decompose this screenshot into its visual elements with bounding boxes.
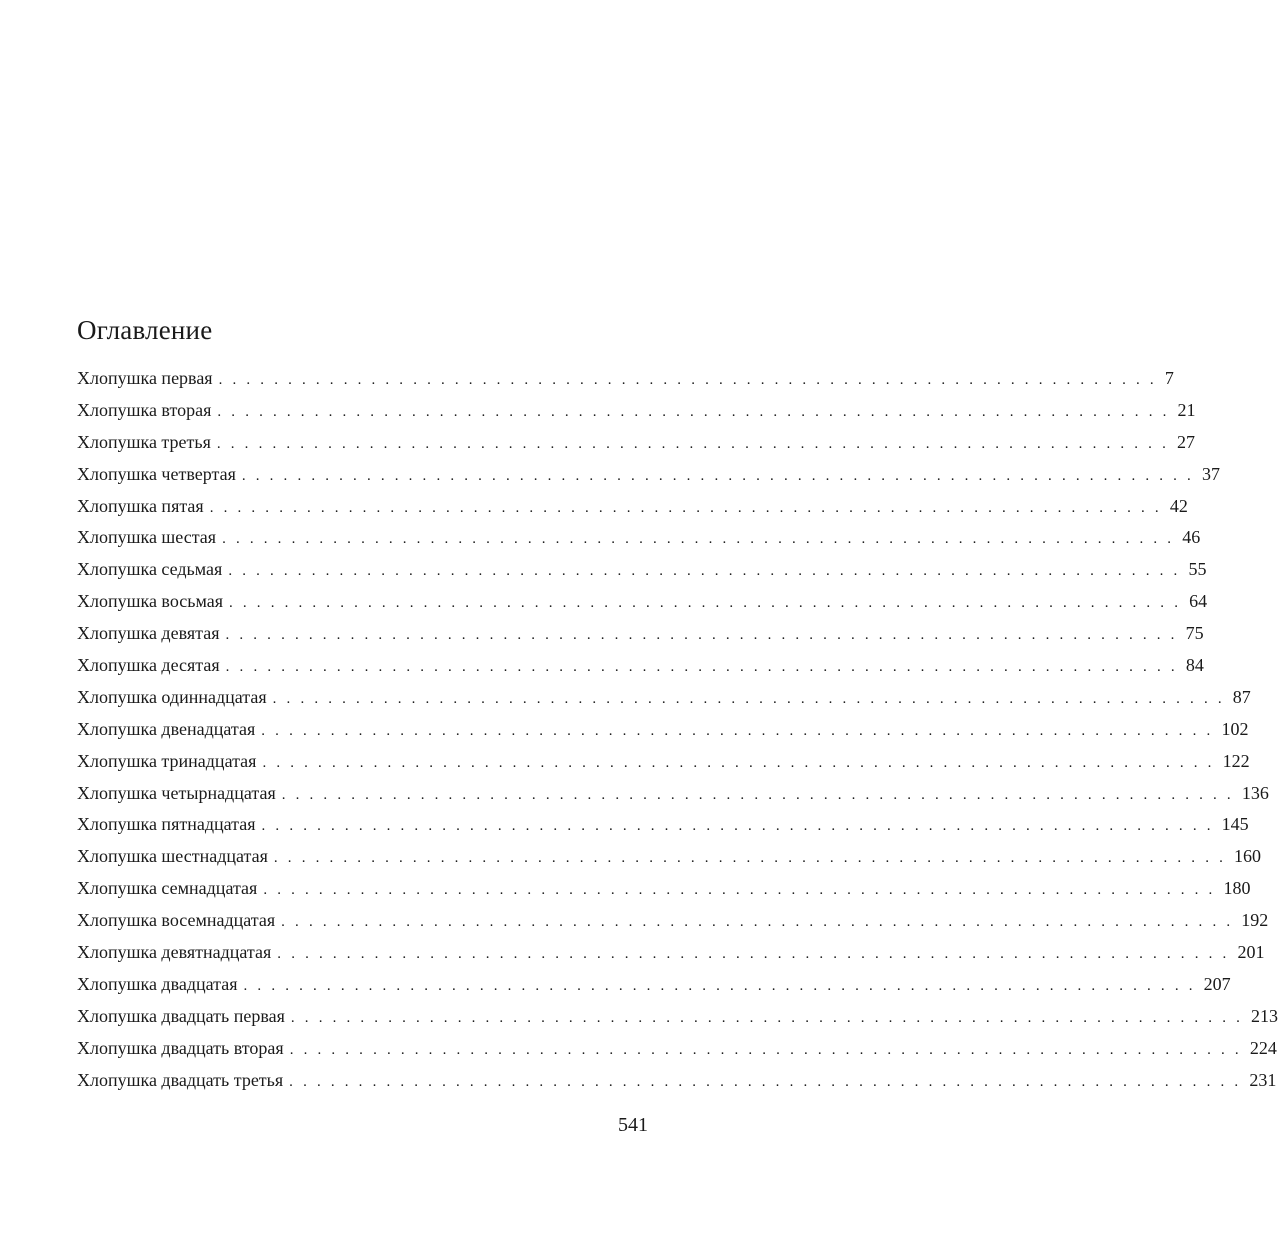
toc-entry	[77, 748, 1250, 780]
toc-dot-leader: . . . . . . . . . . . . . . . . . . . . . . . . . . . . . . . . . . . . . . . . . . . . . . . . . . . . . . . . . . . . . . . . . . . . .	[289, 1041, 1242, 1058]
toc-entry-label: Хлопушка вторая	[77, 399, 212, 420]
toc-dot-leader: . . . . . . . . . . . . . . . . . . . . . . . . . . . . . . . . . . . . . . . . . . . . . . . . . . . . . . . . . . . . . . . . . . . . .	[261, 818, 1214, 835]
toc-entry-page: 192	[1241, 910, 1269, 931]
toc-dot-leader: . . . . . . . . . . . . . . . . . . . . . . . . . . . . . . . . . . . . . . . . . . . . . . . . . . . . . . . . . . . . . . . . . . . . .	[273, 850, 1227, 867]
toc-entry	[77, 588, 1208, 620]
toc-entry-page: 145	[1221, 814, 1249, 835]
toc-entry	[77, 1003, 1278, 1035]
toc-entry-page: 64	[1189, 591, 1208, 612]
toc-dot-leader: . . . . . . . . . . . . . . . . . . . . . . . . . . . . . . . . . . . . . . . . . . . . . . . . . . . . . . . . . . . . . . . . . . . . .	[216, 435, 1170, 452]
toc-entry-page: 42	[1169, 495, 1188, 516]
toc-entry	[77, 843, 1262, 875]
toc-entry-page: 201	[1237, 942, 1265, 963]
toc-entry-label: Хлопушка девятая	[77, 623, 220, 644]
toc-entry-label: Хлопушка двенадцатая	[77, 718, 256, 739]
toc-dot-leader: . . . . . . . . . . . . . . . . . . . . . . . . . . . . . . . . . . . . . . . . . . . . . . . . . . . . . . . . . . . . . . . . . . . . .	[289, 1073, 1242, 1090]
toc-entry-label: Хлопушка двадцатая	[77, 973, 238, 994]
toc-entry	[77, 875, 1251, 907]
toc-list	[77, 365, 1278, 1098]
toc-entry-label: Хлопушка четырнадцатая	[77, 782, 276, 803]
toc-entry	[77, 780, 1269, 812]
toc-entry	[77, 461, 1221, 493]
toc-entry-page: 122	[1222, 750, 1250, 771]
toc-entry-page: 136	[1241, 782, 1269, 803]
toc-dot-leader: . . . . . . . . . . . . . . . . . . . . . . . . . . . . . . . . . . . . . . . . . . . . . . . . . . . . . . . . . . . . . . . . . . . . .	[225, 627, 1178, 644]
toc-entry	[77, 365, 1174, 397]
toc-entry-page: 102	[1221, 718, 1249, 739]
toc-entry-label: Хлопушка двадцать первая	[77, 1005, 285, 1026]
toc-entry-page: 84	[1185, 655, 1204, 676]
toc-entry-label: Хлопушка девятнадцатая	[77, 942, 272, 963]
toc-entry-page: 207	[1203, 973, 1231, 994]
toc-entry	[77, 429, 1196, 461]
toc-entry-page: 55	[1188, 559, 1207, 580]
toc-dot-leader: . . . . . . . . . . . . . . . . . . . . . . . . . . . . . . . . . . . . . . . . . . . . . . . . . . . . . . . . . . . . . . . . . . . . .	[228, 563, 1181, 580]
toc-entry-page: 213	[1251, 1005, 1278, 1026]
toc-entry-label: Хлопушка первая	[77, 368, 213, 388]
toc-entry-label: Хлопушка пятнадцатая	[77, 814, 256, 835]
toc-entry-label: Хлопушка тринадцатая	[77, 750, 257, 771]
toc-entry-label: Хлопушка шестнадцатая	[77, 846, 268, 867]
toc-dot-leader: . . . . . . . . . . . . . . . . . . . . . . . . . . . . . . . . . . . . . . . . . . . . . . . . . . . . . . . . . . . . . . . . . . . . .	[225, 659, 1178, 676]
toc-entry	[77, 1067, 1277, 1099]
toc-entry-label: Хлопушка одиннадцатая	[77, 686, 267, 707]
toc-entry	[77, 1035, 1277, 1067]
toc-entry	[77, 907, 1269, 939]
toc-dot-leader: . . . . . . . . . . . . . . . . . . . . . . . . . . . . . . . . . . . . . . . . . . . . . . . . . . . . . . . . . . . . . . . . . . . . .	[241, 467, 1195, 484]
toc-entry-page: 75	[1185, 623, 1204, 644]
toc-entry-page: 160	[1234, 846, 1262, 867]
toc-entry-page: 87	[1232, 686, 1251, 707]
toc-entry-page: 231	[1249, 1069, 1277, 1090]
toc-entry-label: Хлопушка двадцать третья	[77, 1069, 284, 1090]
toc-entry	[77, 971, 1231, 1003]
toc-dot-leader: . . . . . . . . . . . . . . . . . . . . . . . . . . . . . . . . . . . . . . . . . . . . . . . . . . . . . . . . . . . . . . . . . . . . .	[217, 403, 1170, 420]
toc-dot-leader: . . . . . . . . . . . . . . . . . . . . . . . . . . . . . . . . . . . . . . . . . . . . . . . . . . . . . . . . . . . . . . . . . . . . .	[243, 977, 1196, 994]
toc-dot-leader: . . . . . . . . . . . . . . . . . . . . . . . . . . . . . . . . . . . . . . . . . . . . . . . . . . . . . . . . . . . . . . . . . . . . .	[281, 786, 1234, 803]
toc-dot-leader: . . . . . . . . . . . . . . . . . . . . . . . . . . . . . . . . . . . . . . . . . . . . . . . . . . . . . . . . . . . . . . . . . . . . .	[272, 690, 1225, 707]
toc-entry	[77, 556, 1207, 588]
toc-dot-leader: . . . . . . . . . . . . . . . . . . . . . . . . . . . . . . . . . . . . . . . . . . . . . . . . . . . . . . . . . . . . . . . . . . . . .	[263, 882, 1216, 899]
toc-dot-leader: . . . . . . . . . . . . . . . . . . . . . . . . . . . . . . . . . . . . . . . . . . . . . . . . . . . . . . . . . . . . . . . . . . . . .	[281, 914, 1234, 931]
toc-entry-label: Хлопушка пятая	[77, 495, 204, 516]
page-number: 541	[618, 1114, 648, 1136]
toc-entry-label: Хлопушка семнадцатая	[77, 878, 258, 899]
toc-entry	[77, 493, 1188, 525]
toc-entry	[77, 652, 1204, 684]
toc-entry	[77, 716, 1249, 748]
toc-entry	[77, 397, 1196, 429]
toc-entry	[77, 524, 1201, 556]
toc-entry-page: 224	[1249, 1037, 1277, 1058]
toc-dot-leader: . . . . . . . . . . . . . . . . . . . . . . . . . . . . . . . . . . . . . . . . . . . . . . . . . . . . . . . . . . . . . . . . . . . . .	[262, 754, 1215, 771]
toc-entry-label: Хлопушка четвертая	[77, 463, 236, 484]
toc-entry	[77, 684, 1251, 716]
toc-entry	[77, 811, 1249, 843]
toc-entry	[77, 939, 1265, 971]
toc-title: Оглавление	[77, 315, 213, 345]
toc-entry-label: Хлопушка восьмая	[77, 591, 223, 612]
toc-entry-label: Хлопушка седьмая	[77, 559, 223, 580]
toc-entry-label: Хлопушка восемнадцатая	[77, 910, 276, 931]
toc-dot-leader: . . . . . . . . . . . . . . . . . . . . . . . . . . . . . . . . . . . . . . . . . . . . . . . . . . . . . . . . . . . . . . . . . . . . .	[229, 595, 1182, 612]
toc-entry-label: Хлопушка шестая	[77, 527, 217, 548]
toc-dot-leader: . . . . . . . . . . . . . . . . . . . . . . . . . . . . . . . . . . . . . . . . . . . . . . . . . . . . . . . . . . . . . . . . . . . .	[218, 372, 1157, 388]
toc-entry-label: Хлопушка десятая	[77, 655, 220, 676]
toc-entry-page: 7	[1164, 368, 1174, 388]
toc-dot-leader: . . . . . . . . . . . . . . . . . . . . . . . . . . . . . . . . . . . . . . . . . . . . . . . . . . . . . . . . . . . . . . . . . . . . .	[290, 1009, 1244, 1026]
toc-entry-page: 180	[1223, 878, 1251, 899]
toc-entry-label: Хлопушка третья	[77, 431, 211, 452]
toc-dot-leader: . . . . . . . . . . . . . . . . . . . . . . . . . . . . . . . . . . . . . . . . . . . . . . . . . . . . . . . . . . . . . . . . . . . . .	[261, 722, 1214, 739]
toc-entry-page: 37	[1202, 463, 1221, 484]
toc-dot-leader: . . . . . . . . . . . . . . . . . . . . . . . . . . . . . . . . . . . . . . . . . . . . . . . . . . . . . . . . . . . . . . . . . . . . .	[222, 531, 1175, 548]
toc-entry-page: 21	[1177, 399, 1196, 420]
toc-entry-label: Хлопушка двадцать вторая	[77, 1037, 284, 1058]
toc-dot-leader: . . . . . . . . . . . . . . . . . . . . . . . . . . . . . . . . . . . . . . . . . . . . . . . . . . . . . . . . . . . . . . . . . . . . .	[277, 946, 1230, 963]
toc-entry-page: 27	[1177, 431, 1196, 452]
toc-entry	[77, 620, 1204, 652]
toc-dot-leader: . . . . . . . . . . . . . . . . . . . . . . . . . . . . . . . . . . . . . . . . . . . . . . . . . . . . . . . . . . . . . . . . . . . . .	[209, 499, 1162, 516]
toc-entry-page: 46	[1182, 527, 1201, 548]
